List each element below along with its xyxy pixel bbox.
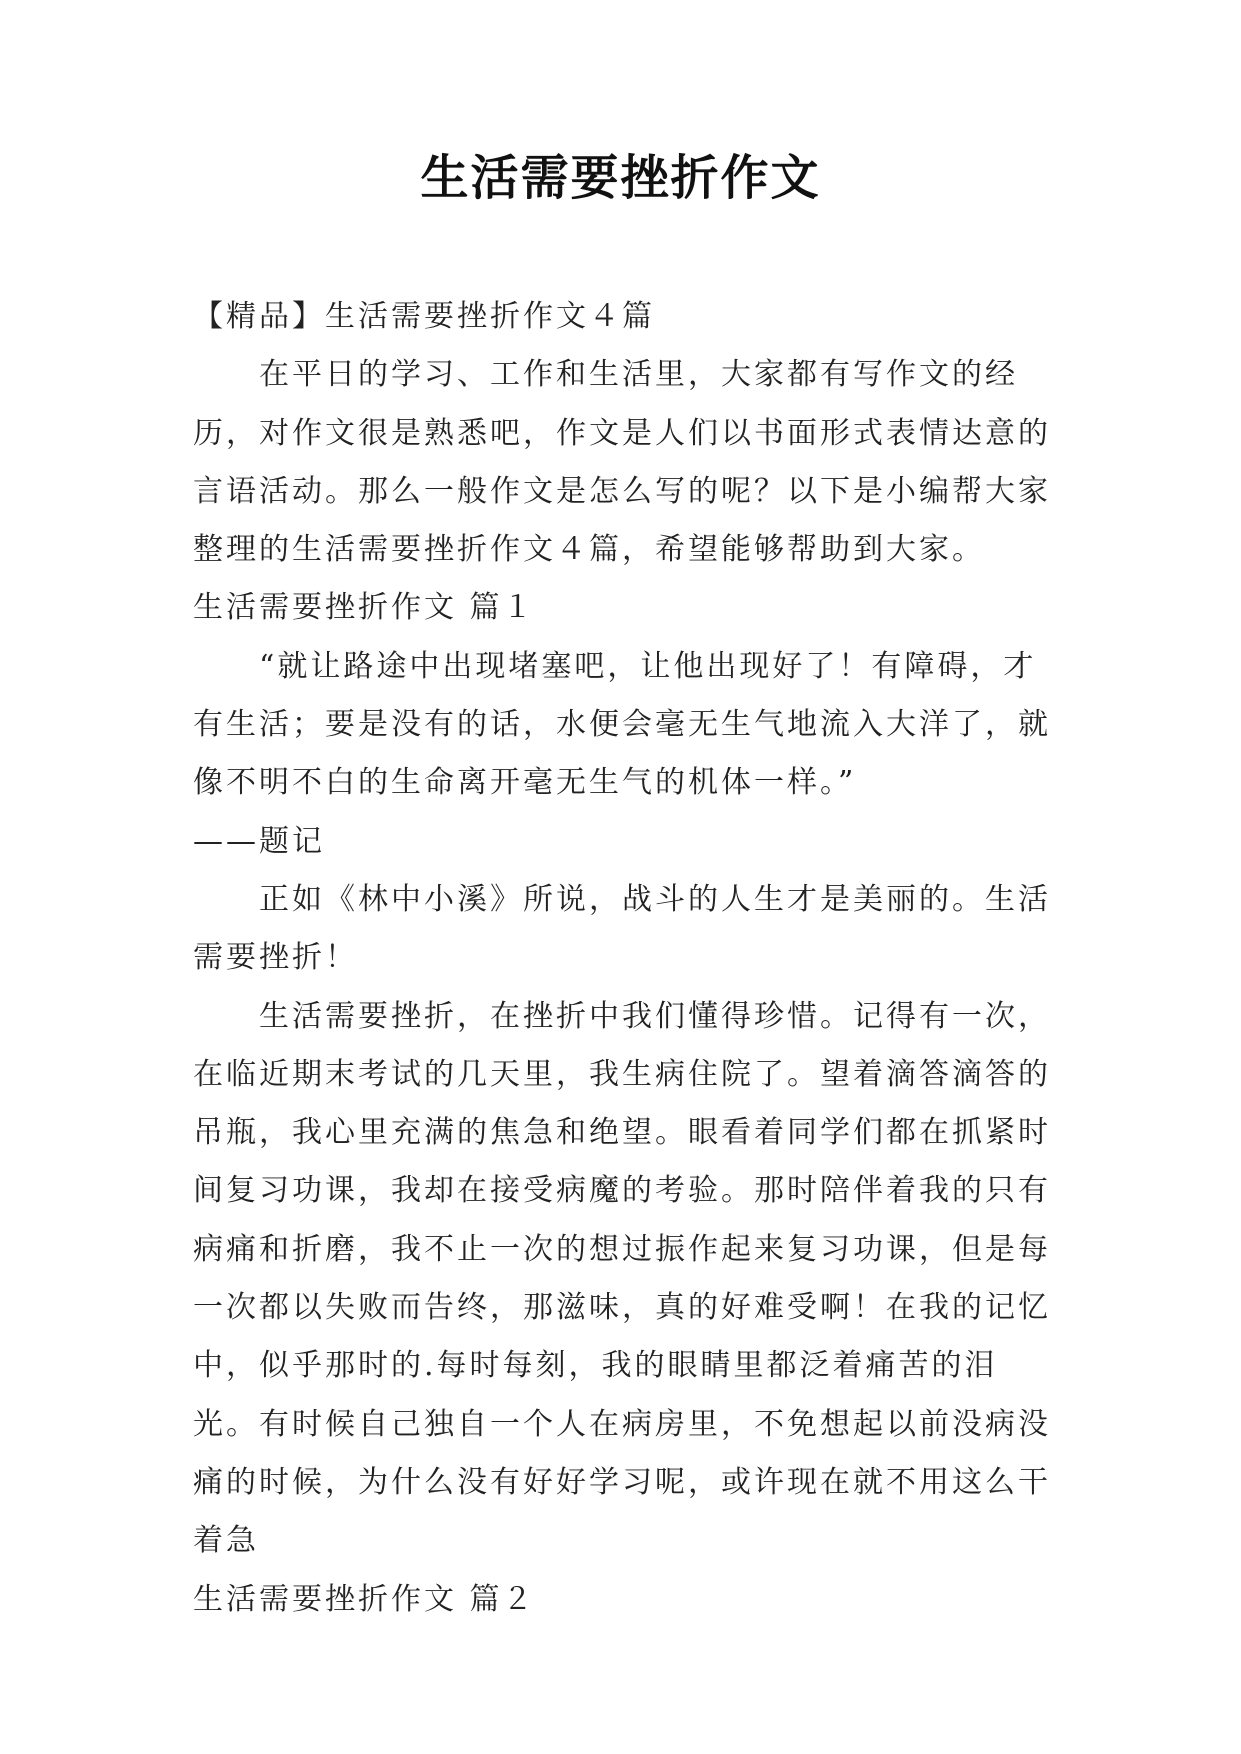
body-paragraph: 正如《林中小溪》所说，战斗的人生才是美丽的。生活需要挫折！ <box>193 881 1051 976</box>
document-body <box>193 288 1063 1629</box>
subtitle-line: 【精品】生活需要挫折作文４篇 <box>193 299 655 334</box>
section-heading-1: 生活需要挫折作文 篇１ <box>193 590 536 626</box>
intro-paragraph: 在平日的学习、工作和生活里，大家都有写作文的经历，对作文很是熟悉吧，作文是人们以书面形式表情达意的言语活动。那么一般作文是怎么写的呢？以下是小编帮大家整理的生活需要挫折作文４篇，希望能够帮助到大家。 <box>193 357 1051 568</box>
epigraph-signature: ——题记 <box>193 823 325 859</box>
document-title: 生活需要挫折作文 <box>420 150 821 206</box>
section-heading-2: 生活需要挫折作文 篇２ <box>193 1581 536 1617</box>
epigraph-quote: “就让路途中出现堵塞吧，让他出现好了！有障碍，才有生活；要是没有的话，水便会毫无生气地流入大洋了，就像不明不白的生命离开毫无生气的机体一样。” <box>193 648 1051 801</box>
body-paragraph: 生活需要挫折，在挫折中我们懂得珍惜。记得有一次，在临近期末考试的几天里，我生病住院了。望着滴答滴答的吊瓶，我心里充满的焦急和绝望。眼看着同学们都在抓紧时间复习功课，我却在接受病魔的考验。那时陪伴着我的只有病痛和折磨，我不止一次的想过振作起来复习功课，但是每一次都以失败而告终，那滋味，真的好难受啊！在我的记忆中，似乎那时的.每时每刻，我的眼睛里都泛着痛苦的泪光。有时候自己独自一个人在病房里，不免想起以前没病没痛的时候，为什么没有好好学习呢，或许现在就不用这么干着急 <box>193 998 1051 1559</box>
